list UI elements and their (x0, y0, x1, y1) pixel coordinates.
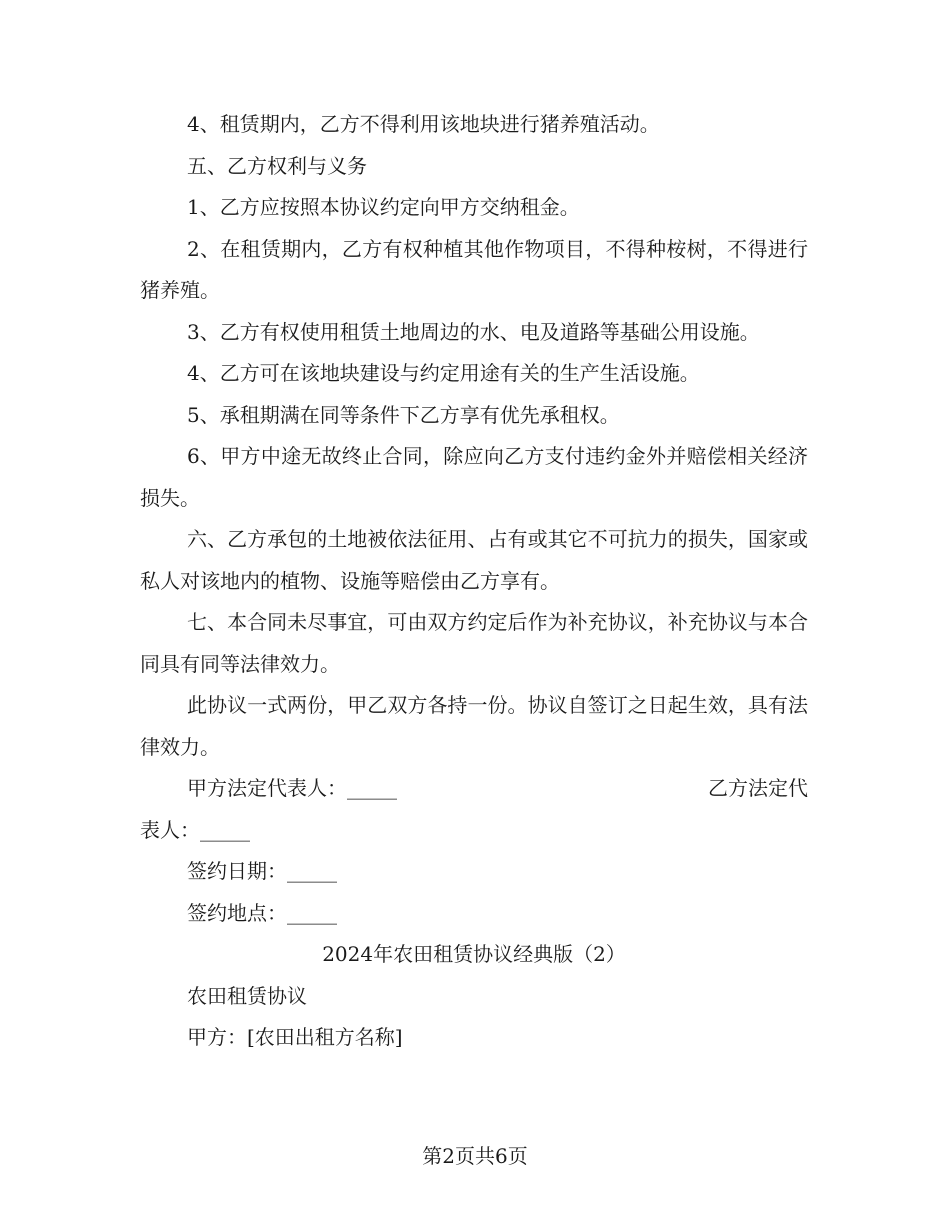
party-a-name: 甲方：[农田出租方名称] (187, 1025, 403, 1049)
agreement-subtitle: 农田租赁协议 (187, 983, 307, 1008)
clause-5-2-crops: 2、在租赁期内，乙方有权种植其他作物项目，不得种桉树，不得进行猪养殖。 (140, 236, 808, 302)
document-body (140, 104, 808, 1059)
clause-5-1-rent: 1、乙方应按照本协议约定向甲方交纳租金。 (187, 195, 580, 219)
party-a-representative: 甲方法定代表人：_____ (187, 776, 397, 800)
clause-5-6-termination: 6、甲方中途无故终止合同，除应向乙方支付违约金外并赔偿相关经济损失。 (140, 444, 808, 510)
section-title: 2024年农田租赁协议经典版（2） (322, 942, 626, 966)
section-7-supplement: 七、本合同未尽事宜，可由双方约定后作为补充协议，补充协议与本合同具有同等法律效力。 (140, 610, 808, 676)
clause-5-5-priority: 5、承租期满在同等条件下乙方享有优先承租权。 (187, 402, 620, 427)
copies-clause: 此协议一式两份，甲乙双方各持一份。协议自签订之日起生效，具有法律效力。 (140, 693, 808, 759)
signature-row (140, 768, 808, 810)
clause-5-4-construction: 4、乙方可在该地块建设与约定用途有关的生产生活设施。 (187, 361, 700, 385)
section-6-expropriation: 六、乙方承包的土地被依法征用、占有或其它不可抗力的损失，国家或私人对该地内的植物、设施等赔偿由乙方享有。 (140, 527, 808, 593)
section-5-heading: 五、乙方权利与义务 (187, 153, 367, 178)
party-b-representative-blank: 表人：_____ (140, 817, 250, 842)
sign-place: 签约地点：_____ (187, 900, 337, 925)
page-number: 第2页共6页 (422, 1144, 528, 1168)
party-b-representative-label: 乙方法定代 (708, 776, 808, 800)
clause-5-3-facilities: 3、乙方有权使用租赁土地周边的水、电及道路等基础公用设施。 (187, 319, 760, 344)
sign-date: 签约日期：_____ (187, 859, 337, 883)
clause-4-no-pig-farming: 4、租赁期内，乙方不得利用该地块进行猪养殖活动。 (187, 112, 660, 136)
